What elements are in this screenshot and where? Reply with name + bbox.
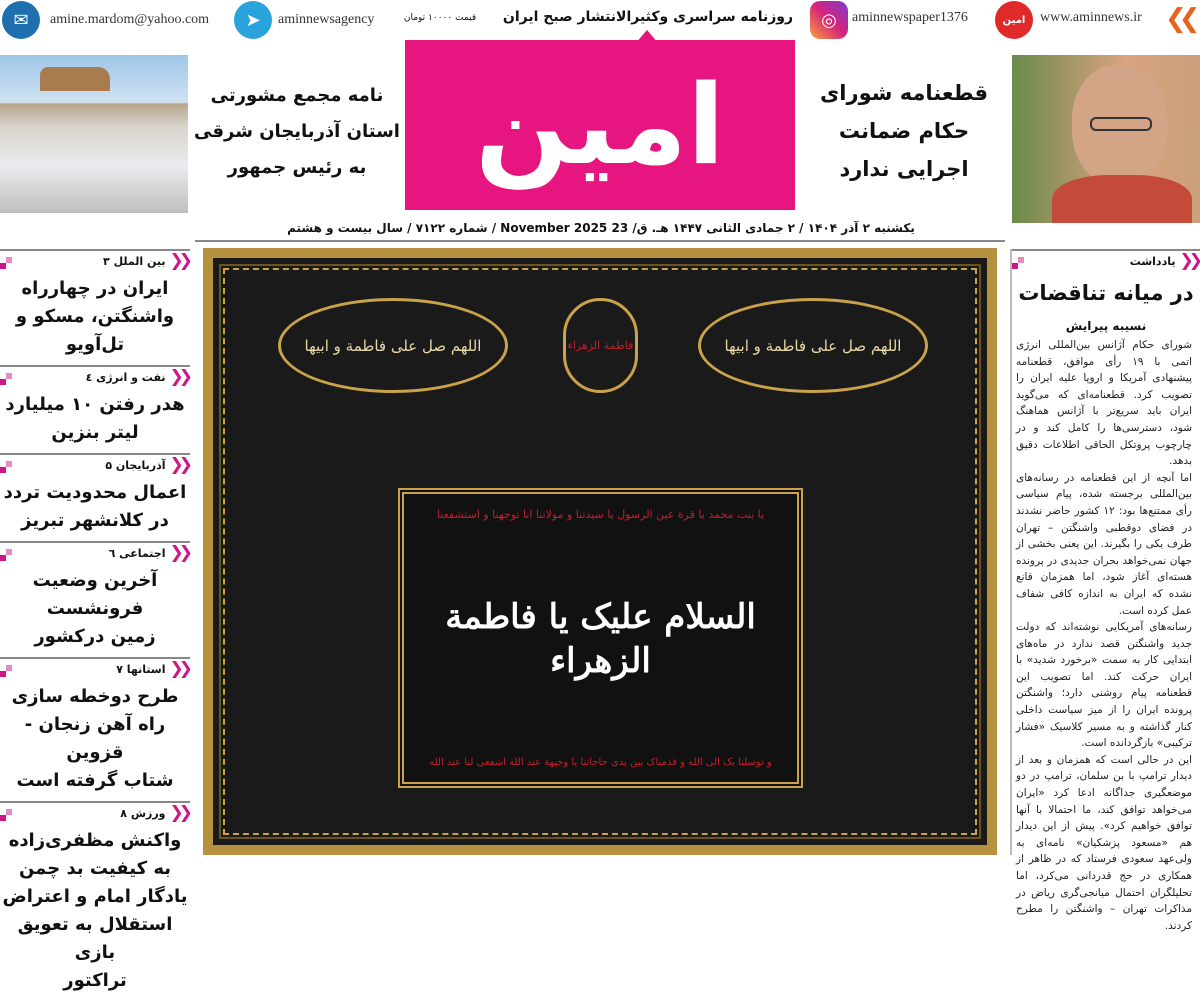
news-headline[interactable] — [0, 563, 190, 657]
top-inscription: یا بنت محمد یا قرة عین الرسول یا سیدتنا و مولاتنا انا توجهنا و استشفعنا — [436, 508, 765, 521]
squares-icon — [1012, 255, 1026, 269]
divider — [195, 240, 1005, 242]
headline-line: به رئیس جمهور — [227, 157, 367, 178]
headline-line: زمین درکشور — [34, 626, 156, 647]
section-label: اجتماعی ٦ — [108, 546, 166, 560]
headline-line: هدر رفتن ۱۰ میلیارد — [5, 394, 185, 415]
news-headline[interactable] — [0, 475, 190, 541]
headline-line: لیتر بنزین — [51, 422, 139, 443]
article-body — [1012, 337, 1200, 934]
instagram-icon[interactable]: ◎ — [810, 1, 848, 39]
main-calligraphy: السلام علیک یا فاطمة الزهراء — [445, 597, 756, 681]
section-label: استانها ۷ — [116, 662, 166, 676]
chevron-icon: ❮❮ — [169, 803, 188, 823]
news-headline[interactable] — [0, 679, 190, 801]
news-headline[interactable] — [0, 387, 190, 453]
section-label: بین الملل ۳ — [103, 254, 166, 268]
section-header — [0, 453, 190, 475]
news-headline[interactable] — [0, 271, 190, 365]
section-label: ورزش ۸ — [120, 806, 166, 820]
left-column — [0, 249, 190, 1001]
headline-line: راه آهن زنجان - قزوین — [24, 714, 166, 763]
logo-badge-icon: امین — [995, 1, 1033, 39]
newspaper-logo — [405, 40, 795, 210]
dateline: یکشنبه ۲ آذر ۱۴۰۴ / ۲ جمادی الثانی ۱۴۴۷ هـ. ق/ 23 November 2025 / شماره ۷۱۲۲ / سال بیست و هشتم — [287, 221, 915, 235]
chevron-icon: ❮❮ — [169, 659, 188, 679]
headline-line: ایران در چهارراه — [21, 278, 169, 299]
email-address[interactable]: amine.mardom@yahoo.com — [50, 12, 210, 27]
telegram-handle[interactable]: aminnewsagency — [278, 12, 375, 27]
headline-line: واشنگتن، مسکو و تل‌آویو — [15, 306, 175, 355]
headline-line: یادگار امام و اعتراض — [2, 886, 188, 907]
side-calligraphy-left: اللهم صل علی فاطمة و ابیها — [278, 298, 508, 393]
squares-icon — [0, 547, 14, 561]
section-header — [0, 249, 190, 271]
headline-line: نامه مجمع مشورتی — [210, 85, 384, 106]
price: قیمت ۱۰۰۰۰ تومان — [403, 13, 477, 23]
telegram-icon[interactable]: ➤ — [234, 1, 272, 39]
squares-icon — [0, 459, 14, 473]
squares-icon — [0, 807, 14, 821]
headline-line: قطعنامه شورای — [820, 81, 988, 105]
headline-line: آخرین وضعیت فرونشست — [32, 570, 158, 619]
section-label: نفت و انرژی ٤ — [85, 370, 166, 384]
section-header — [1012, 249, 1200, 271]
chevron-icon: ❮❮ — [169, 543, 188, 563]
paragraph: این در حالی است که همزمان و بعد از دیدار ترامپ با بن سلمان، ترامپ در دو موضعگیری جداگانه ادعا کرد «ایران می‌خواهد توافق کند، ما احتمالا با آنها توافق خواهیم کرد». پیش از این دیدار هم «مسعود پزشکیان» نامه‌ای به ولی‌عهد سعودی فرستاد که در ظاهر از همکاری در حج قدردانی می‌کرد، اما تحلیلگران احتمال میانجی‌گری ریاض در مذاکرات تهران – واشنگتن را مطرح کردند. — [1016, 753, 1192, 932]
chevron-left-icon: ❮❮ — [1165, 4, 1193, 34]
headline-line: طرح دوخطه سازی — [11, 686, 179, 707]
section-header — [0, 541, 190, 563]
paragraph: شورای حکام آژانس بین‌المللی انرژی اتمی با ۱۹ رأی موافق، قطعنامه پیشنهادی آمریکا و اروپا علیه ایران را تصویب کرد. قطعنامه‌ای که می‌گوید ایران باید سریع‌تر با آژانس هماهنگ شود، دسترسی‌ها را کامل کند و در چارچوب پروتکل الحاقی اطلاعات دقیق بدهد. — [1016, 339, 1192, 468]
chevron-icon: ❮❮ — [169, 455, 188, 475]
editorial-title[interactable]: در میانه تناقضات — [1018, 281, 1194, 305]
headline-line: استان آذربایجان شرقی — [194, 121, 400, 142]
headline-line: اعمال محدودیت تردد — [3, 482, 187, 503]
side-calligraphy-right: اللهم صل علی فاطمة و ابیها — [698, 298, 928, 393]
squares-icon — [0, 371, 14, 385]
section-label: یادداشت — [1129, 254, 1176, 268]
squares-icon — [0, 255, 14, 269]
chevron-icon: ❮❮ — [169, 367, 188, 387]
headline-line: استقلال به تعویق بازی — [17, 914, 173, 963]
section-label: آذربایجان ۵ — [105, 458, 166, 472]
logo-text: امین — [475, 61, 725, 189]
email-icon[interactable]: ✉ — [2, 1, 40, 39]
editorial-column — [1010, 249, 1200, 932]
religious-banner — [203, 248, 997, 855]
headline-line: حکام ضمانت — [838, 119, 970, 143]
bottom-inscription: و توسلنا بک الی الله و قدمناک بین یدی حاجاتنا یا وجیهة عند الله اشفعی لنا عند الله — [429, 757, 772, 768]
left-headline[interactable] — [191, 78, 403, 186]
headline-line: اجرایی ندارد — [839, 157, 969, 181]
headline-line: در کلانشهر تبریز — [21, 510, 169, 531]
top-bar — [0, 0, 1200, 40]
medallion: فاطمة الزهراء — [563, 298, 638, 393]
portrait-photo — [1012, 55, 1200, 223]
squares-icon — [0, 663, 14, 677]
section-header — [0, 801, 190, 823]
paragraph: رسانه‌های آمریکایی نوشته‌اند که دولت جدید واشنگتن قصد ندارد در ماه‌های ابتدایی کار به سمت «برخورد شدید» با ایران حرکت کند. اما تصویب این قطعنامه پیام روشنی دارد؛ واشنگتن پرونده ایران را از میز سیاست داخلی کنار گذاشته و به مسیر کلاسیک «فشار ترکیبی» بازگردانده است. — [1016, 621, 1192, 750]
paragraph: اما آنچه از این قطعنامه در رسانه‌های بین‌المللی برجسته شده، پیام سیاسی رأی ممتنع‌ها بود: ۱۲ کشور حاضر نشدند در فضای دوقطبی واشنگتن – تهران طرف یکی را بگیرند. این یعنی بخشی از جهان نمی‌خواهد بحران جدیدی در پرونده هسته‌ای آغاز شود، اما همزمان قانع نشده که ایران به اندازه کافی شفاف عمل کرده است. — [1016, 471, 1192, 617]
chevron-icon: ❮❮ — [169, 251, 188, 271]
website[interactable]: www.aminnews.ir — [1040, 10, 1142, 25]
headline-line: شتاب گرفته است — [16, 770, 174, 791]
headline-line: به کیفیت بد چمن — [18, 858, 172, 879]
right-headline[interactable] — [800, 74, 1008, 188]
news-headline[interactable] — [0, 823, 190, 1001]
section-header — [0, 365, 190, 387]
headline-line: واکنش مظفری‌زاده — [8, 830, 182, 851]
tagline: روزنامه سراسری وکثیرالانتشار صبح ایران — [502, 9, 794, 25]
section-header — [0, 657, 190, 679]
headline-line: تراکتور — [63, 970, 127, 991]
landscape-photo — [0, 55, 188, 213]
chevron-icon: ❮❮ — [1179, 251, 1198, 271]
author: نسیبه پیرایش — [1065, 319, 1147, 333]
central-panel — [398, 488, 803, 788]
instagram-handle[interactable]: aminnewspaper1376 — [852, 10, 968, 25]
